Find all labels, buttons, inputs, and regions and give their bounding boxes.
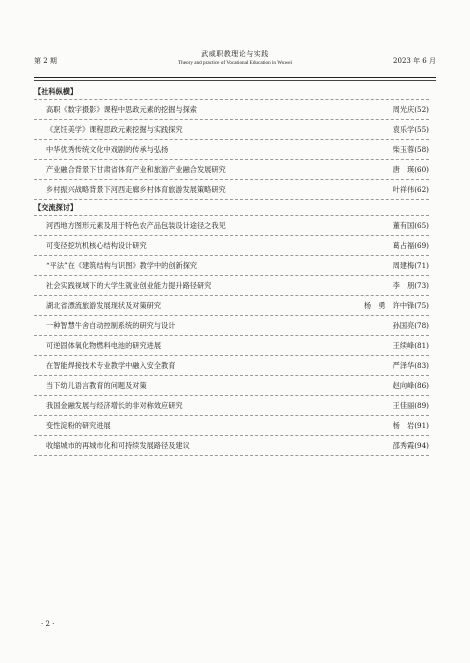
issue-date: 2023 年 6 月 xyxy=(393,57,436,65)
entry-author-page: 葛占福(69) xyxy=(392,240,429,250)
entry-title: 乡村振兴战略背景下河西走廊乡村体育旅游发展策略研究 xyxy=(46,184,226,194)
toc-entry[interactable] xyxy=(34,436,429,456)
toc-entry[interactable] xyxy=(34,256,429,276)
toc-entry[interactable] xyxy=(34,180,429,200)
entry-title: 变性淀粉的研究进展 xyxy=(46,420,111,430)
entry-title: 《烹饪美学》课程思政元素挖掘与实践探究 xyxy=(46,124,183,134)
entry-title: 湖北省漂流旅游发展现状及对策研究 xyxy=(46,300,162,310)
entry-title: 高职《数字摄影》课程中思政元素的挖掘与探索 xyxy=(46,104,197,114)
toc-entry[interactable] xyxy=(34,120,429,140)
entry-author-page: 邵秀霞(94) xyxy=(392,440,429,450)
page-header xyxy=(34,46,436,76)
entry-title: 我国金融发展与经济增长的非对称效应研究 xyxy=(46,400,183,410)
entry-author-page: 董有国(65) xyxy=(392,220,429,230)
toc-entry[interactable] xyxy=(34,236,429,256)
toc-entry[interactable] xyxy=(34,296,429,316)
toc-entry[interactable] xyxy=(34,316,429,336)
journal-title: 武威职教理论与实践 xyxy=(201,50,269,58)
entry-title: 可变径挖坑机核心结构设计研究 xyxy=(46,240,147,250)
entry-author-page: 杨 岩(91) xyxy=(392,420,429,430)
entry-author-page: 周建梅(71) xyxy=(392,260,429,270)
entry-author-page: 王续峰(81) xyxy=(392,340,429,350)
entry-author-page: 李 朋(73) xyxy=(392,280,429,290)
entry-author-page: 赵向峰(86) xyxy=(392,380,429,390)
header-rule-thick xyxy=(34,77,436,78)
toc-entry[interactable] xyxy=(34,276,429,296)
entry-title: 可逆固体氧化物燃料电池的研究进展 xyxy=(46,340,162,350)
entry-author-page: 柴玉蓉(58) xyxy=(392,144,429,154)
entry-author-page: 袁乐学(55) xyxy=(392,124,429,134)
entry-author-page: 周光庆(52) xyxy=(392,104,429,114)
issue-number: 第 2 期 xyxy=(34,57,57,65)
entry-author-page: 叶祥伟(62) xyxy=(392,184,429,194)
entry-author-page: 王佳丽(89) xyxy=(392,400,429,410)
header-rule-thin xyxy=(34,80,436,81)
entry-author-page: 严泽华(83) xyxy=(392,360,429,370)
entry-title: 收缩城市的再城市化和可持续发展路径及建议 xyxy=(46,440,190,450)
toc-entry[interactable] xyxy=(34,416,429,436)
toc-entry[interactable] xyxy=(34,215,429,236)
entry-title: 中华优秀传统文化中戏剧的传承与弘扬 xyxy=(46,144,169,154)
toc-entry[interactable] xyxy=(34,160,429,180)
entry-title: 一种智慧牛舍自动控制系统的研究与设计 xyxy=(46,320,176,330)
journal-subtitle: Theory and practice of Vocational Education in Wuwei xyxy=(177,60,293,66)
entry-title: 社会实践视域下的大学生就业创业能力提升路径研究 xyxy=(46,280,212,290)
entry-author-page: 孙国亮(78) xyxy=(392,320,429,330)
entry-author-page: 杨 勇 许中锋(75) xyxy=(363,300,429,310)
section-heading-social-science: 【社科纵横】 xyxy=(34,87,78,96)
toc-entry[interactable] xyxy=(34,336,429,356)
page-number: · 2 · xyxy=(41,620,55,628)
toc-entry[interactable] xyxy=(34,396,429,416)
toc-entry[interactable] xyxy=(34,99,429,120)
entry-title: 在智能焊接技术专业教学中融入安全教育 xyxy=(46,360,176,370)
section-heading-exchange: 【交流探讨】 xyxy=(34,203,78,212)
entry-title: 产业融合背景下甘肃省体育产业和旅游产业融合发展研究 xyxy=(46,164,226,174)
toc-entry[interactable] xyxy=(34,376,429,396)
table-of-contents xyxy=(34,84,429,456)
toc-entry[interactable] xyxy=(34,356,429,376)
toc-entry[interactable] xyxy=(34,140,429,160)
entry-title: 当下幼儿语言教育的问题及对策 xyxy=(46,380,147,390)
entry-title: 河西地方图形元素及用于特色农产品包装设计途径之我见 xyxy=(46,220,226,230)
entry-title: “平法”在《建筑结构与识图》教学中的创新探究 xyxy=(46,260,198,270)
entry-author-page: 唐 瑛(60) xyxy=(392,164,429,174)
